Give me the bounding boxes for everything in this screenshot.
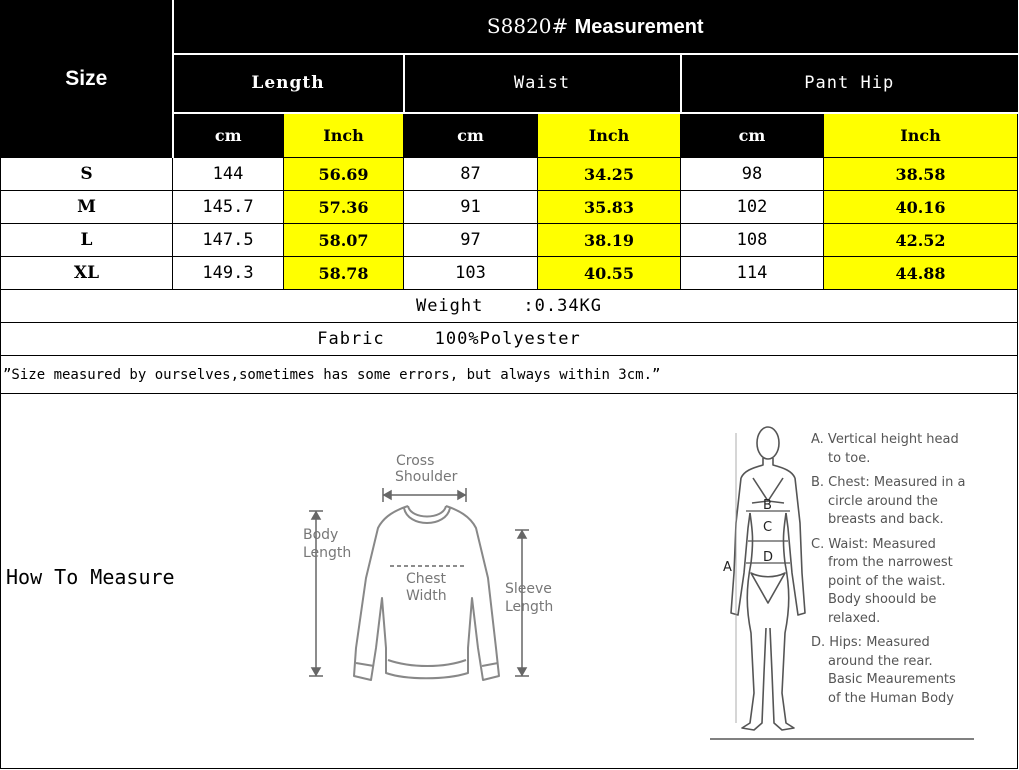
legend-item-a xyxy=(811,431,1011,468)
size-column-header: Size xyxy=(1,1,173,158)
legend-item-d xyxy=(811,634,1011,708)
unit-header-hip-cm: cm xyxy=(681,113,824,158)
hip-inch-cell: 40.16 xyxy=(824,191,1018,224)
chest-label: Chest xyxy=(406,571,447,587)
group-header-length: Length xyxy=(173,54,404,113)
legend-line: from the narrowest xyxy=(828,555,953,570)
length-cm-cell: 145.7 xyxy=(173,191,284,224)
shoulder-label: Shoulder xyxy=(395,469,458,485)
waist-inch-cell: 35.83 xyxy=(538,191,681,224)
size-cell: L xyxy=(1,224,173,257)
length-inch-cell: 56.69 xyxy=(284,158,404,191)
waist-cm-cell: 91 xyxy=(404,191,538,224)
width-label: Width xyxy=(406,588,447,604)
measurement-note: ”Size measured by ourselves,sometimes has some errors, but always within 3cm.” xyxy=(1,356,1018,394)
table-row xyxy=(1,257,1018,290)
length-cm-cell: 144 xyxy=(173,158,284,191)
legend-item-b xyxy=(811,474,1011,530)
fabric-value: 100%Polyester xyxy=(434,329,581,349)
waist-cm-cell: 103 xyxy=(404,257,538,290)
legend-line: to toe. xyxy=(828,450,871,466)
legend-line: B. Chest: Measured in a xyxy=(811,475,966,490)
unit-header-waist-inch: Inch xyxy=(538,113,681,158)
waist-inch-cell: 34.25 xyxy=(538,158,681,191)
fabric-label: Fabric xyxy=(317,329,385,349)
waist-cm-cell: 87 xyxy=(404,158,538,191)
table-title xyxy=(173,1,1018,54)
table-row xyxy=(1,158,1018,191)
length-cm-cell: 147.5 xyxy=(173,224,284,257)
title-code: S8820# xyxy=(486,14,569,39)
hip-cm-cell: 108 xyxy=(681,224,824,257)
legend-line: Basic Meaurements xyxy=(828,672,956,687)
legend-item-c xyxy=(811,536,1011,629)
body-letter-b: B xyxy=(763,498,772,513)
hip-cm-cell: 98 xyxy=(681,158,824,191)
length-inch-cell: 57.36 xyxy=(284,191,404,224)
fabric-row xyxy=(1,323,1018,356)
unit-header-length-inch: Inch xyxy=(284,113,404,158)
hip-cm-cell: 102 xyxy=(681,191,824,224)
legend-line: around the rear. xyxy=(828,653,933,669)
hip-cm-cell: 114 xyxy=(681,257,824,290)
unit-header-hip-inch: Inch xyxy=(824,113,1018,158)
measurement-legend xyxy=(811,431,1011,714)
unit-header-length-cm: cm xyxy=(173,113,284,158)
body-letter-c: C xyxy=(763,520,773,535)
weight-label: Weight xyxy=(415,296,484,316)
body-letter-a: A xyxy=(723,560,732,575)
legend-line: circle around the xyxy=(828,493,938,509)
size-cell: M xyxy=(1,191,173,224)
size-cell: S xyxy=(1,158,173,191)
legend-line: Body shoould be xyxy=(828,592,937,607)
weight-value: :0.34KG xyxy=(523,296,603,316)
legend-line: of the Human Body xyxy=(828,690,954,706)
body-letter-d: D xyxy=(763,550,774,565)
waist-inch-cell: 38.19 xyxy=(538,224,681,257)
shirt-measure-diagram xyxy=(296,448,566,693)
waist-inch-cell: 40.55 xyxy=(538,257,681,290)
group-header-pant-hip: Pant Hip xyxy=(681,54,1018,113)
legend-line: breasts and back. xyxy=(828,512,944,527)
length-inch-cell: 58.78 xyxy=(284,257,404,290)
group-header-waist: Waist xyxy=(404,54,681,113)
sleeve-label: Sleeve xyxy=(505,581,552,597)
sleeve-length-label: Length xyxy=(505,599,554,615)
unit-header-waist-cm: cm xyxy=(404,113,538,158)
legend-line: point of the waist. xyxy=(828,573,946,589)
size-cell: XL xyxy=(1,257,173,290)
hip-inch-cell: 38.58 xyxy=(824,158,1018,191)
how-to-measure-section xyxy=(0,393,1018,769)
table-row xyxy=(1,224,1018,257)
length-inch-cell: 58.07 xyxy=(284,224,404,257)
body-label: Body xyxy=(303,527,339,543)
legend-line: C. Waist: Measured xyxy=(811,536,936,552)
hip-inch-cell: 44.88 xyxy=(824,257,1018,290)
title-word: Measurement xyxy=(574,16,704,39)
weight-row xyxy=(1,290,1018,323)
length-cm-cell: 149.3 xyxy=(173,257,284,290)
legend-line: D. Hips: Measured xyxy=(811,635,930,650)
legend-line: A. Vertical height head xyxy=(811,432,959,447)
waist-cm-cell: 97 xyxy=(404,224,538,257)
cross-label: Cross xyxy=(396,453,435,469)
how-to-measure-label: How To Measure xyxy=(6,565,175,589)
legend-line: relaxed. xyxy=(828,610,881,626)
table-row xyxy=(1,191,1018,224)
body-length-label: Length xyxy=(303,545,352,561)
hip-inch-cell: 42.52 xyxy=(824,224,1018,257)
